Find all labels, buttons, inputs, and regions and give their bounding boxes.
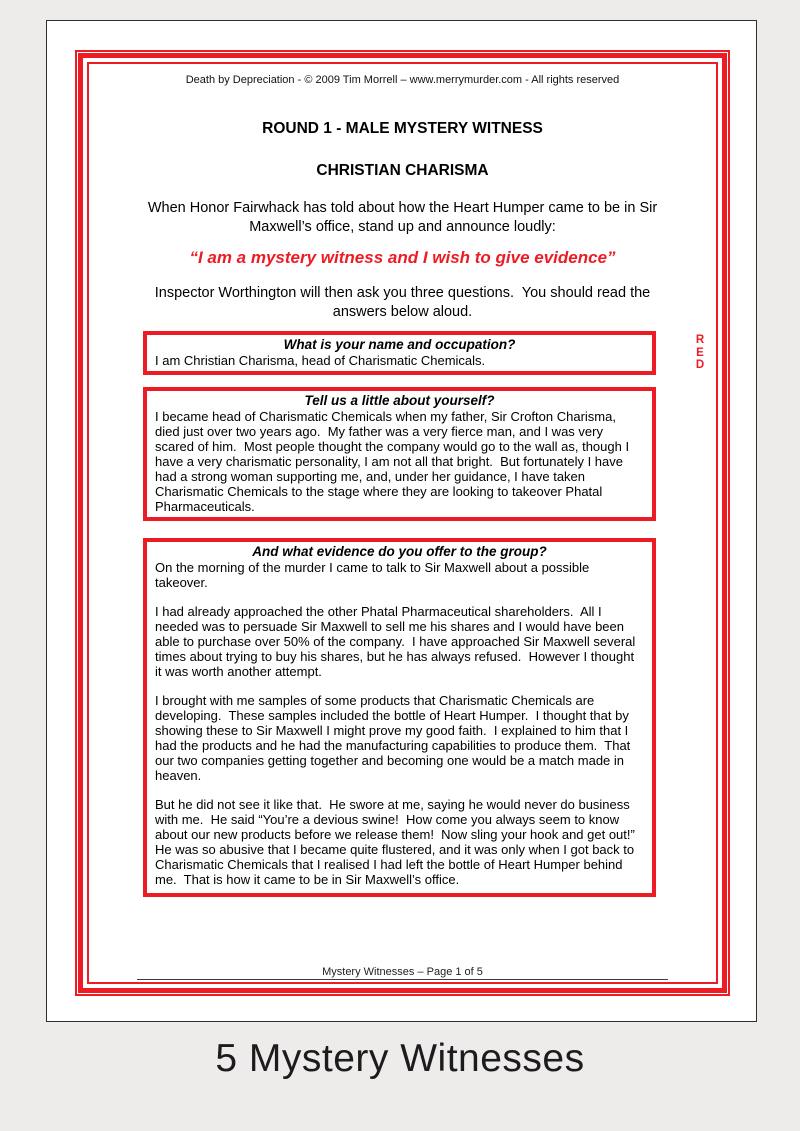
qa-question: What is your name and occupation? <box>283 337 516 352</box>
round-title: ROUND 1 - MALE MYSTERY WITNESS <box>262 120 543 137</box>
red-vertical-marker: RED <box>695 334 705 371</box>
qa-box-evidence <box>143 538 656 897</box>
listing-caption: 5 Mystery Witnesses <box>215 1037 585 1080</box>
qa-box-name-occupation <box>143 331 656 375</box>
copyright-line: Death by Depreciation - © 2009 Tim Morrell – www.merrymurder.com - All rights reserved <box>185 74 620 86</box>
announcement-quote: “I am a mystery witness and I wish to give evidence” <box>189 248 616 267</box>
red-border-frame-outer <box>75 50 730 996</box>
qa-answer-paragraph: I had already approached the other Phatal Pharmaceutical shareholders. All I needed was to persuade Sir Maxwell to sell me his shares and I would have been able to purchase over 50% of the company. I have approached Sir Maxwell several times about trying to buy his shares, but he has always refused. However I thought it was worth another attempt. <box>155 604 639 679</box>
qa-question: And what evidence do you offer to the group? <box>252 544 547 559</box>
instructions-paragraph: Inspector Worthington will then ask you three questions. You should read the answers below aloud. <box>154 285 655 320</box>
qa-answer: I am Christian Charisma, head of Charismatic Chemicals. <box>155 353 486 368</box>
page-footer: Mystery Witnesses – Page 1 of 5 <box>137 966 668 980</box>
qa-answer-paragraph: I brought with me samples of some products that Charismatic Chemicals are developing. These samples included the bottle of Heart Humper. I thought that by showing these to Sir Maxwell I might prove my good faith. I explained to him that I had the products and he had the manufacturing capabilities to produce them. That our two companies getting together and becoming one would be a match made in heaven. <box>155 693 634 783</box>
qa-answer: I became head of Charismatic Chemicals when my father, Sir Crofton Charisma, died just over two years ago. My father was a very fierce man, and I was very scared of him. Most people thought the company would go to the wall as, though I have a very charismatic personality, I am not all that bright. But fortunately I have had a strong woman supporting me, and, under her guidance, I have taken Charismatic Chemicals to the stage where they are looking to takeover Phatal Pharmaceuticals. <box>155 409 633 514</box>
document-page <box>46 20 757 1022</box>
qa-answer-paragraph: But he did not see it like that. He swore at me, saying he would never do business with me. He said “You’re a devious swine! How come you always seem to know about our new products before we release them! Now sling your hook and get out!” He was so abusive that I became quite flustered, and it was only when I got back to Charismatic Chemicals that I realised I had left the bottle of Heart Humper behind me. That is how it came to be in Sir Maxwell’s office. <box>155 797 643 887</box>
qa-box-about-yourself <box>143 387 656 521</box>
qa-answer-paragraph: On the morning of the murder I came to talk to Sir Maxwell about a possible takeover. <box>155 560 593 590</box>
red-border-frame-middle <box>78 53 727 993</box>
witness-name-title: CHRISTIAN CHARISMA <box>316 162 489 179</box>
intro-paragraph: When Honor Fairwhack has told about how the Heart Humper came to be in Sir Maxwell’s office, stand up and announce loudly: <box>147 200 662 235</box>
qa-question: Tell us a little about yourself? <box>304 393 495 408</box>
red-border-frame-inner <box>87 62 718 984</box>
qa-box-row-1 <box>89 331 716 375</box>
